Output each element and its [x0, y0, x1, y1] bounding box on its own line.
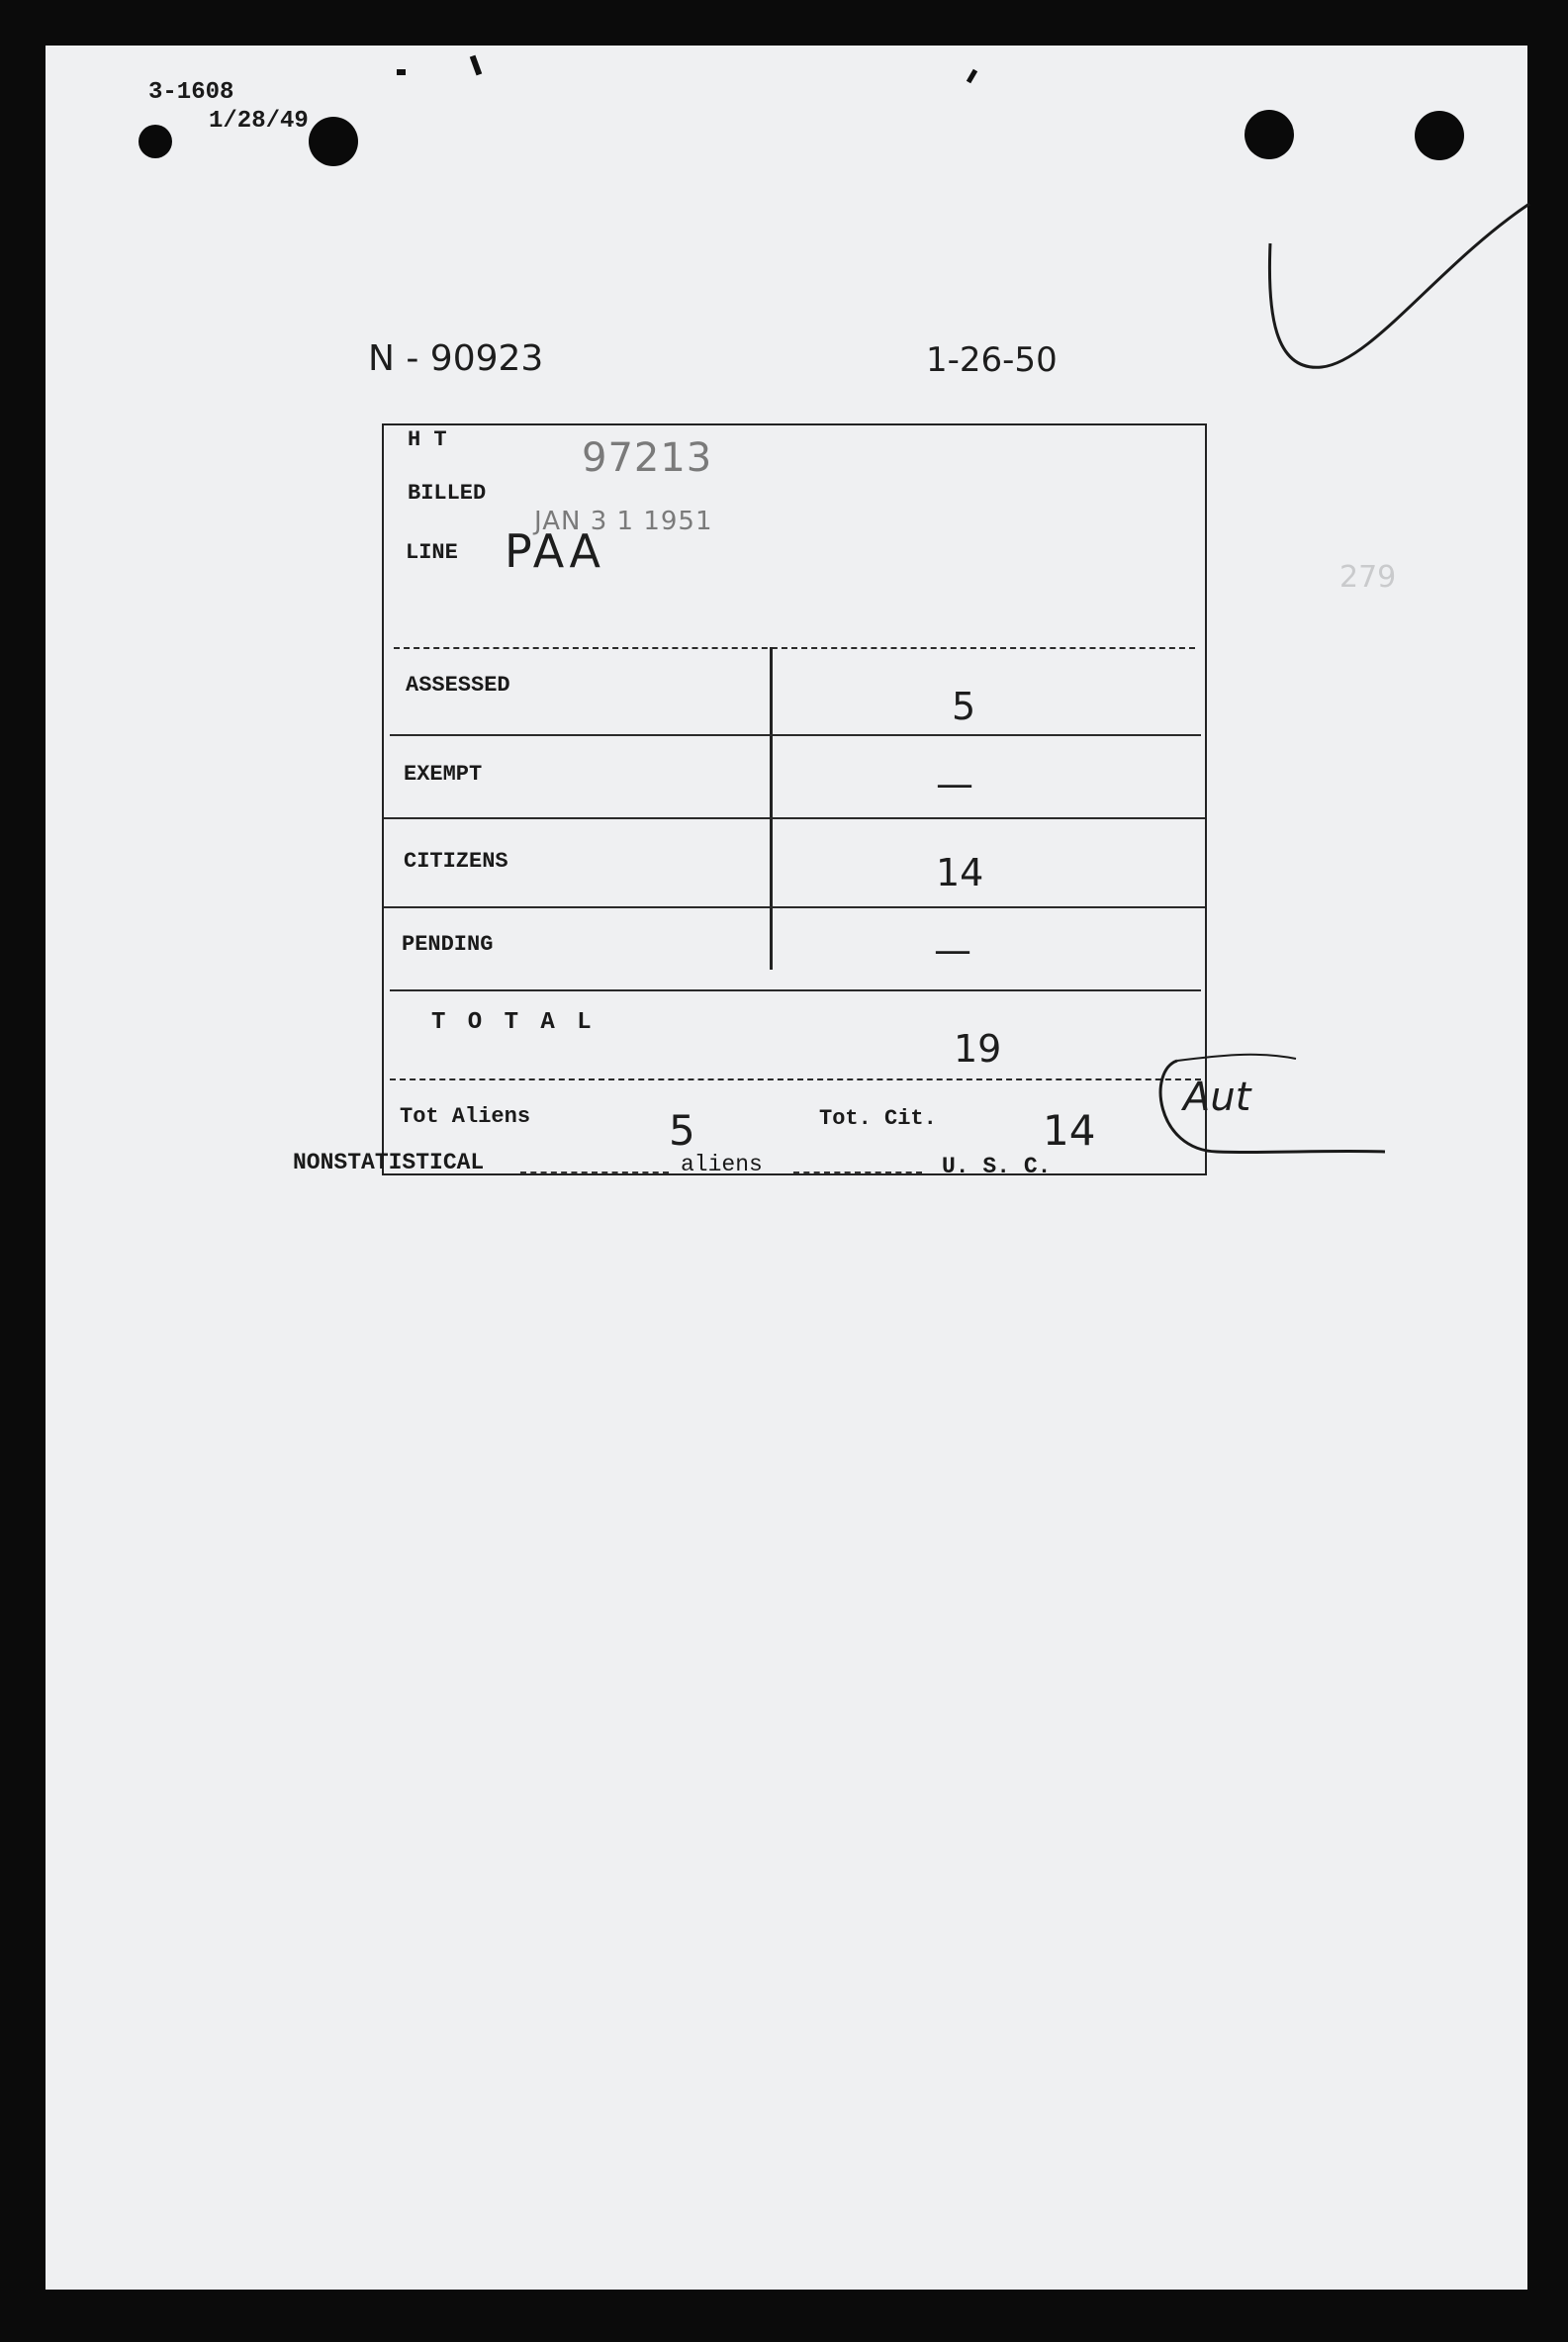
form-revision: 1/28/49 [209, 108, 309, 135]
line-label: LINE [406, 540, 458, 565]
punch-hole-partial [138, 125, 172, 158]
initials-text: Aut [1183, 1075, 1251, 1120]
total-label: T O T A L [431, 1009, 596, 1036]
ink-speck [470, 55, 482, 76]
row-divider [390, 734, 1201, 736]
form-number: 3-1608 [148, 79, 234, 106]
billed-label: BILLED [408, 481, 487, 506]
header-divider [394, 647, 1195, 649]
column-divider [770, 647, 773, 970]
citizens-label: CITIZENS [404, 849, 508, 874]
ht-stamp: 97213 [582, 435, 713, 481]
pending-label: PENDING [402, 932, 494, 957]
tot-cit-value: 14 [1043, 1106, 1096, 1155]
initials-signature [1128, 1041, 1385, 1170]
total-value: 19 [954, 1027, 1002, 1071]
assessed-label: ASSESSED [406, 673, 510, 698]
aliens-label: aliens [681, 1152, 763, 1177]
manifest-number: N - 90923 [368, 338, 544, 379]
ht-label: H T [408, 427, 447, 452]
ink-speck [397, 69, 406, 75]
check-mark-icon [1213, 154, 1529, 431]
margin-note: 279 [1339, 560, 1397, 595]
tot-aliens-value: 5 [669, 1106, 695, 1155]
document-page [46, 46, 1527, 2290]
row-divider [384, 817, 1205, 819]
manifest-card [382, 423, 1207, 1175]
exempt-value: — [936, 762, 973, 805]
nonstatistical-blank [520, 1171, 669, 1173]
ink-speck [967, 69, 977, 84]
punch-hole-right-2 [1415, 111, 1464, 160]
aliens-blank [793, 1171, 922, 1173]
row-divider [384, 906, 1205, 908]
line-value: PAA [505, 524, 605, 578]
billed-stamp: JAN 3 1 1951 [534, 507, 713, 536]
nonstatistical-label: NONSTATISTICAL [293, 1150, 485, 1175]
punch-hole-right-1 [1245, 110, 1294, 159]
usc-label: U. S. C. [942, 1154, 1052, 1179]
arrival-date: 1-26-50 [926, 340, 1058, 380]
tot-aliens-label: Tot Aliens [400, 1104, 531, 1129]
punch-hole-left [309, 117, 358, 166]
row-divider [390, 989, 1201, 991]
pending-value: — [934, 928, 971, 972]
assessed-value: 5 [952, 685, 976, 728]
citizens-value: 14 [936, 851, 984, 894]
total-divider [390, 1078, 1201, 1080]
tot-cit-label: Tot. Cit. [819, 1106, 937, 1131]
exempt-label: EXEMPT [404, 762, 483, 787]
